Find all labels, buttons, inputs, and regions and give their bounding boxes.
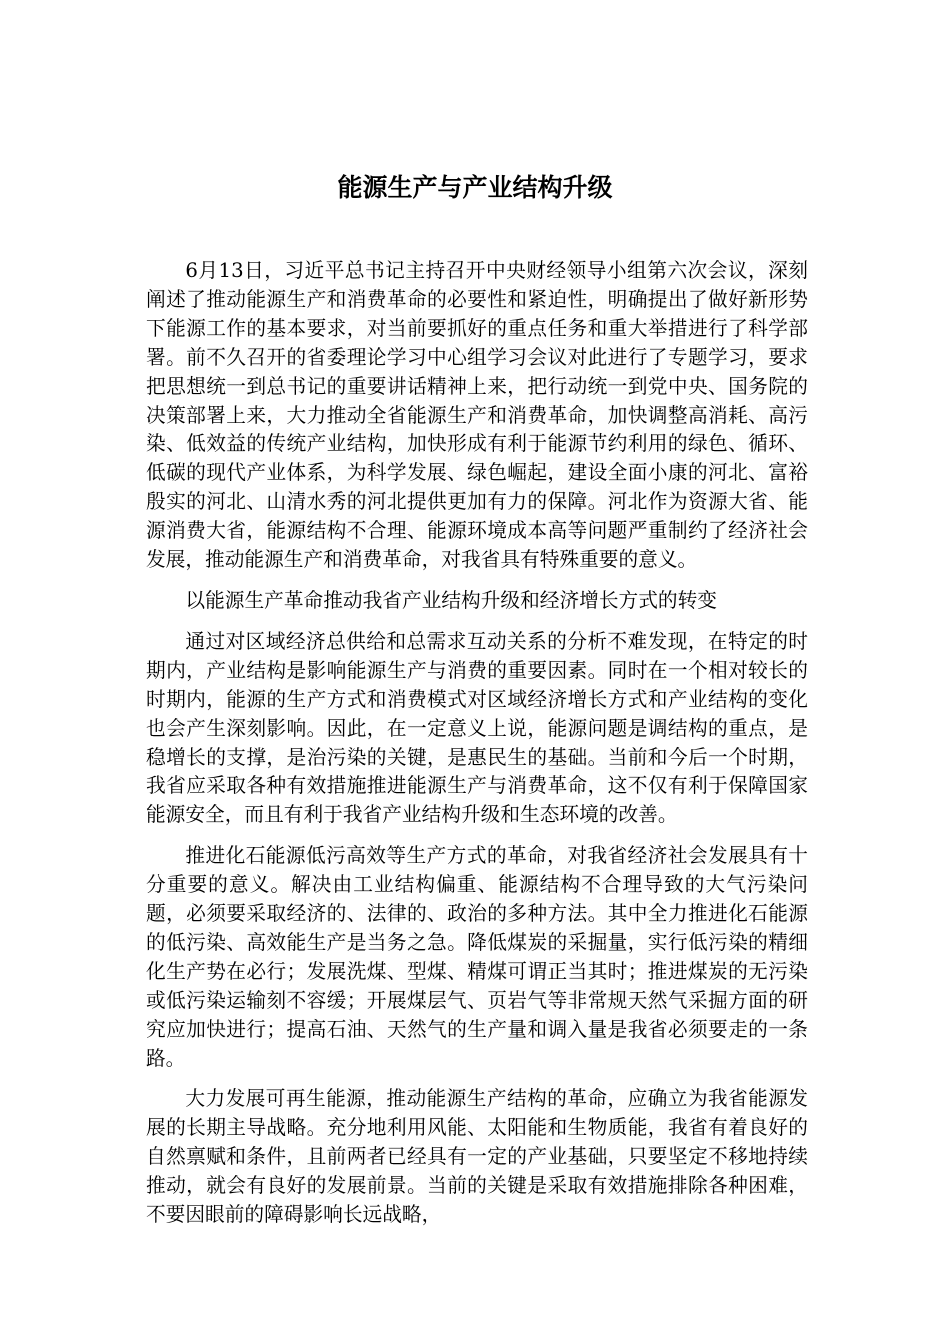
paragraph-intro: 6月13日，习近平总书记主持召开中央财经领导小组第六次会议，深刻阐述了推动能源生产和消费革命的必要性和紧迫性，明确提出了做好新形势下能源工作的基本要求，对当前要抓好的重点任务和重大举措进行了科学部署。前不久召开的省委理论学习中心组学习会议对此进行了专题学习，要求把思想统一到总书记的重要讲话精神上来，把行动统一到党中央、国务院的决策部署上来，大力推动全省能源生产和消费革命，加快调整高消耗、高污染、低效益的传统产业结构，加快形成有利于能源节约利用的绿色、循环、低碳的现代产业体系，为科学发展、绿色崛起，建设全面小康的河北、富裕殷实的河北、山清水秀的河北提供更加有力的保障。河北作为资源大省、能源消费大省，能源结构不合理、能源环境成本高等问题严重制约了经济社会发展，推动能源生产和消费革命，对我省具有特殊重要的意义。 [146,259,808,572]
document-body [146,257,808,1242]
paragraph-analysis: 通过对区域经济总供给和总需求互动关系的分析不难发现，在特定的时期内，产业结构是影响能源生产与消费的重要因素。同时在一个相对较长的时期内，能源的生产方式和消费模式对区域经济增长方式和产业结构的变化也会产生深刻影响。因此，在一定意义上说，能源问题是调结构的重点，是稳增长的支撑，是治污染的关键，是惠民生的基础。当前和今后一个时期，我省应采取各种有效措施推进能源生产与消费革命，这不仅有利于保障国家能源安全，而且有利于我省产业结构升级和生态环境的改善。 [146,629,808,827]
document-title: 能源生产与产业结构升级 [337,173,613,202]
paragraph-renewable-energy: 大力发展可再生能源，推动能源生产结构的革命，应确立为我省能源发展的长期主导战略。充分地利用风能、太阳能和生物质能，我省有着良好的自然禀赋和条件，且前两者已经具有一定的产业基础，只要坚定不移地持续推动，就会有良好的发展前景。当前的关键是采取有效措施排除各种困难，不要因眼前的障碍影响长远战略， [146,1087,808,1227]
paragraph-fossil-energy: 推进化石能源低污高效等生产方式的革命，对我省经济社会发展具有十分重要的意义。解决由工业结构偏重、能源结构不合理导致的大气污染问题，必须要采取经济的、法律的、政治的多种方法。其中全力推进化石能源的低污染、高效能生产是当务之急。降低煤炭的采掘量，实行低污染的精细化生产势在必行；发展洗煤、型煤、精煤可谓正当其时；推进煤炭的无污染或低污染运输刻不容缓；开展煤层气、页岩气等非常规天然气采掘方面的研究应加快进行；提高石油、天然气的生产量和调入量是我省必须要走的一条路。 [146,844,808,1070]
section-heading: 以能源生产革命推动我省产业结构升级和经济增长方式的转变 [185,588,717,612]
